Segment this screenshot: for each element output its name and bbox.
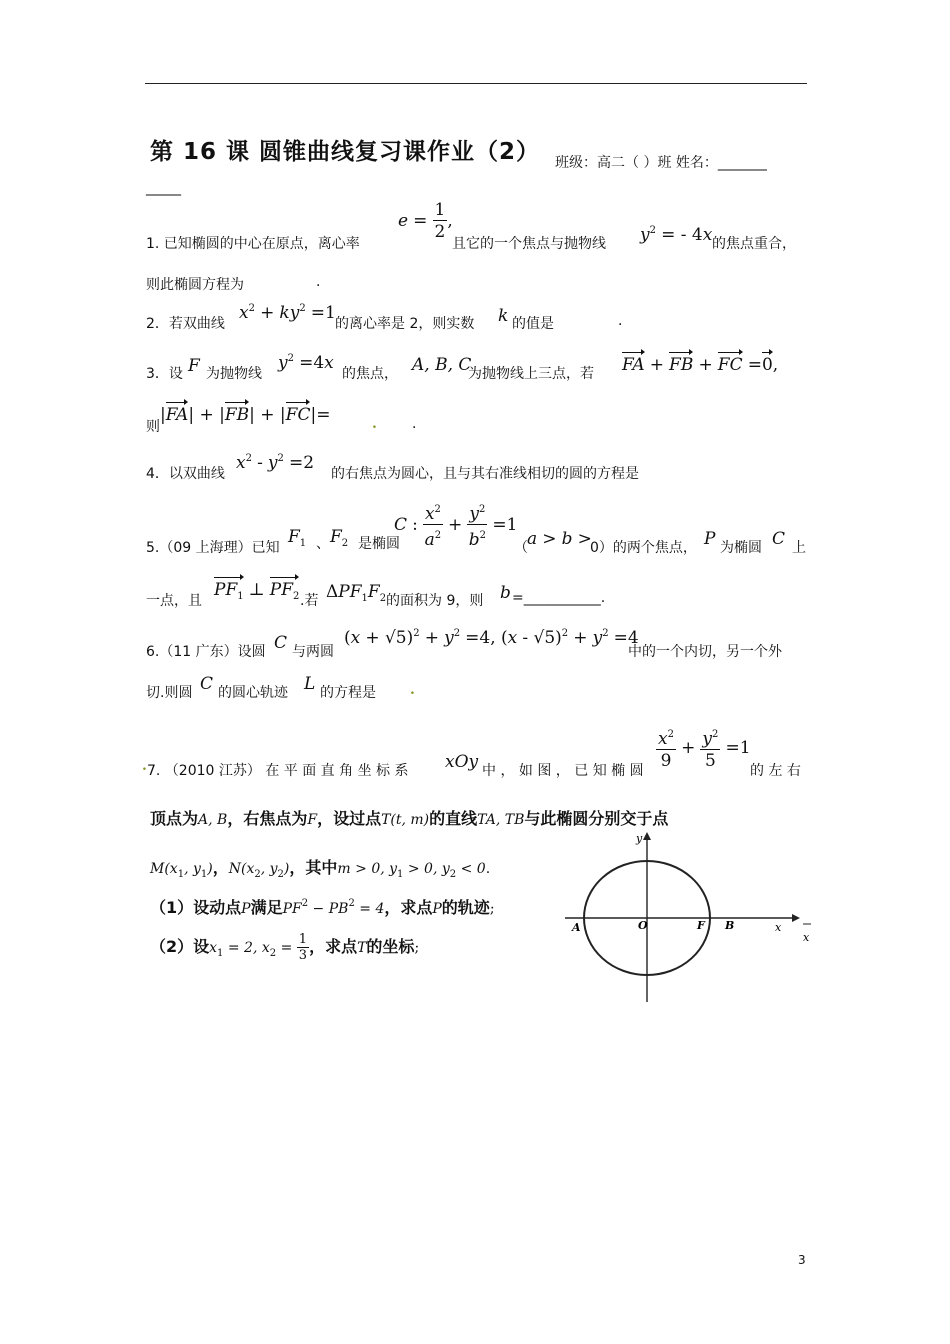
q7-sub2: （2）设$x_1 = 2$, $x_2$ = $\frac{1}{3}$ ，求点T的坐标; xyxy=(150,932,420,963)
q3-parabola: $y^2 =4x$ xyxy=(278,353,334,373)
q5-P: P xyxy=(704,529,716,549)
q6-text-d: 切.则圆 xyxy=(146,685,193,701)
q7-line1: 顶点为A, B，右焦点为F，设过点T(t, m)的直线TA, TB与此椭圆分别交于点 xyxy=(150,809,669,828)
q7-xOy: xOy xyxy=(445,752,479,772)
q5-text-a: 5.（09 上海理）已知 xyxy=(146,540,280,556)
q7-dot-mark: . xyxy=(142,758,147,774)
q6-circles: $(x + √5)^2 + y^2 =4$, $(x - √5)^2 + y^2 =4$ xyxy=(344,628,639,648)
label-A: A xyxy=(572,921,581,934)
q1-text-c: 的焦点重合， xyxy=(712,236,796,252)
q5-text-i: .若 xyxy=(300,593,319,609)
q6-L: L xyxy=(304,674,316,694)
q6-text-b: 与两圆 xyxy=(292,644,334,660)
q3-text-d: 为抛物线上三点，若 xyxy=(468,366,594,382)
name-line-continuation: _____ xyxy=(146,180,181,196)
q3-text-f: . xyxy=(412,416,417,432)
q3-ABC: A, B, C xyxy=(412,355,472,375)
q7-sub1: （1）设动点P满足$PF^2 - PB^2 = 4$，求点P的轨迹; xyxy=(150,898,495,917)
q5-text-f: 为椭圆 xyxy=(720,540,762,556)
q2-text-a: 2．若双曲线 xyxy=(146,316,225,332)
q5-b: b xyxy=(500,583,511,603)
q6-C: C xyxy=(274,633,288,653)
q2-text-d: . xyxy=(618,313,623,329)
q5-perpendicular: $PF_1$ ⊥ $PF_2$ xyxy=(214,580,300,602)
label-x-outer: x xyxy=(803,931,810,944)
class-name-line: 班级：高二（ ）班 姓名：_______ xyxy=(555,155,767,171)
q6-text-a: 6.（11 广东）设圆 xyxy=(146,644,266,660)
header-rule xyxy=(145,83,807,84)
q5-text-k: =___________. xyxy=(512,590,606,606)
q7-text-a: 7. （2010 江苏） 在 平 面 直 角 坐 标 系 xyxy=(147,763,409,779)
q6-C2: C xyxy=(200,674,214,694)
q3-F: F xyxy=(188,356,200,376)
q7-line2: $M(x_1$, $y_1$)，$N(x_2$, $y_2$)，其中m > 0, $y_1 > 0$, $y_2 < 0$. xyxy=(150,858,491,880)
q3-magnitude-sum: |FA| + |FB| + |FC|= xyxy=(160,405,331,425)
q6-dot-mark: . xyxy=(410,682,415,698)
q5-ellipse-equation: C : $\frac{x^2}{a^2}$ + $\frac{y^2}{b^2}$ =1 xyxy=(394,500,517,551)
label-O: O xyxy=(638,919,648,932)
y-axis-arrow xyxy=(643,832,651,840)
q5-C: C xyxy=(772,529,786,549)
label-F: F xyxy=(697,919,705,932)
q1-eccentricity: e = $\frac{1}{2}$ , xyxy=(398,200,453,242)
q2-hyperbola: $x^2 + ky^2 =1$ xyxy=(239,303,336,323)
q3-text-e: 则 xyxy=(146,419,160,435)
q1-text-e: . xyxy=(316,274,321,290)
q5-text-j: 的面积为 9，则 xyxy=(386,593,484,609)
q3-text-c: 的焦点， xyxy=(342,366,398,382)
page-number: 3 xyxy=(798,1253,806,1267)
q1-text-a: 1. 已知椭圆的中心在原点，离心率 xyxy=(146,236,360,252)
q5-F2: $F_2$ xyxy=(330,527,349,549)
q5-text-c: 是椭圆 xyxy=(358,536,400,552)
q5-F1: $F_1$ xyxy=(288,527,307,549)
q6-text-c: 中的一个内切，另一个外 xyxy=(628,644,782,660)
q2-text-b: 的离心率是 2，则实数 xyxy=(335,316,475,332)
q7-text-c: 的 左 右 xyxy=(750,763,801,779)
q3-text-b: 为抛物线 xyxy=(206,366,262,382)
q1-text-b: 且它的一个焦点与抛物线 xyxy=(452,236,606,252)
q2-text-c: 的值是 xyxy=(512,316,554,332)
q4-text-b: 的右焦点为圆心，且与其右准线相切的圆的方程是 xyxy=(331,466,639,482)
q3-text-a: 3．设 xyxy=(146,366,183,382)
q5-condition: a > b > xyxy=(527,529,592,549)
x-axis-arrow xyxy=(792,914,800,922)
label-B: B xyxy=(725,919,735,932)
q4-hyperbola: $x^2 - y^2 =2$ xyxy=(236,453,315,473)
q2-k: k xyxy=(498,306,509,326)
q5-triangle: $\Delta PF_1F_2$ xyxy=(326,582,387,604)
q6-text-e: 的圆心轨迹 xyxy=(218,685,288,701)
ellipse-figure xyxy=(560,830,820,1005)
q3-vector-sum: FA + FB + FC =0, xyxy=(622,355,779,375)
q1-parabola: $y^2$ = - 4x xyxy=(640,225,713,245)
q3-dot-mark: . xyxy=(372,416,377,432)
page-title: 第 16 课 圆锥曲线复习课作业（2） xyxy=(150,139,541,165)
q7-ellipse-equation: $\frac{x^2}{9}$ + $\frac{y^2}{5}$ =1 xyxy=(656,725,751,772)
q5-text-e: 0）的两个焦点， xyxy=(590,540,697,556)
label-y: y xyxy=(636,832,643,845)
q5-text-h: 一点，且 xyxy=(146,593,202,609)
q5-text-g: 上 xyxy=(792,540,806,556)
q1-text-d: 则此椭圆方程为 xyxy=(146,277,244,293)
q5-text-b: 、 xyxy=(316,536,330,552)
q5-text-d: （ xyxy=(514,540,528,556)
q6-text-f: 的方程是 xyxy=(320,685,376,701)
label-x: x xyxy=(775,921,782,934)
q4-text-a: 4．以双曲线 xyxy=(146,466,225,482)
q7-text-b: 中 ， 如 图 ， 已 知 椭 圆 xyxy=(482,763,644,779)
